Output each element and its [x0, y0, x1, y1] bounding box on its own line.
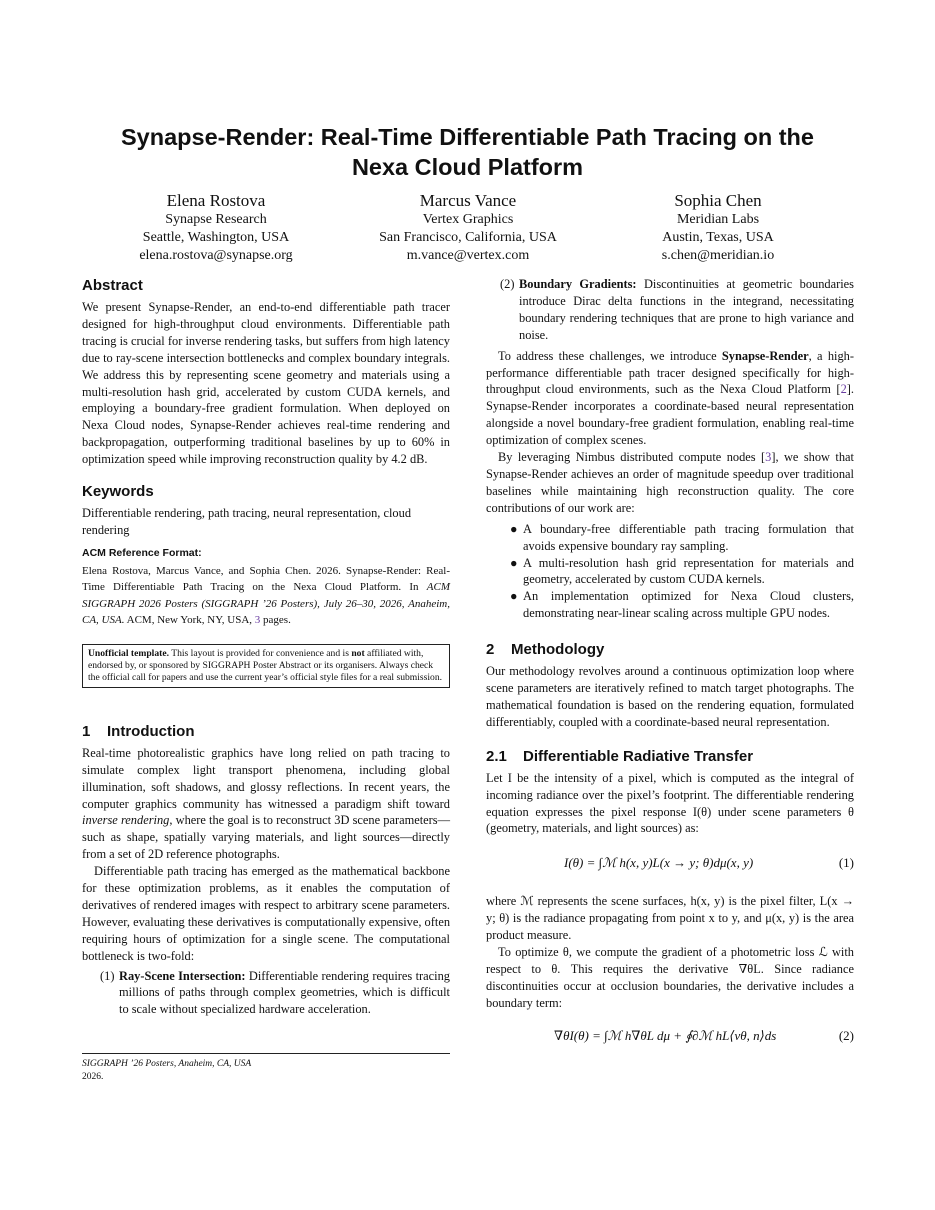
challenge-list	[82, 968, 450, 1019]
paper-title	[82, 122, 853, 182]
methodology-heading: 2 Methodology	[486, 641, 605, 659]
subsection-paragraph-2: where ℳ represents the scene surfaces, h(x, y) is the pixel filter, L(x → y; θ) is the radiance propagating from point x to y, and μ(x, y) is the area product measure.	[486, 894, 854, 943]
equation-body: ∇θI(θ) = ∫ℳ h∇θL dμ + ∮∂ℳ hL⟨vθ, n⟩ds	[554, 1027, 777, 1043]
author-name: Elena Rostova	[166, 191, 266, 210]
footer-year: 2026.	[82, 1071, 104, 1082]
author-location: San Francisco, California, USA	[379, 230, 557, 245]
abstract-heading: Abstract	[82, 277, 143, 294]
subsection-heading: 2.1 Differentiable Radiative Transfer	[486, 747, 754, 765]
author-org: Synapse Research	[165, 212, 267, 227]
keywords-heading: Keywords	[82, 483, 154, 501]
intro-paragraph-1: Real-time photorealistic graphics have long relied on path tracing to simulate complex light transport phenomena, including global illumination, soft shadows, and glossy reflections. In recent years, the computer graphics community has witnessed a paradigm shift toward inverse rendering, where the goal is to reconstruct 3D scene parameters—such as shape, spatially varying materials, and light sources—directly from a set of 2D reference photographs.	[82, 745, 450, 862]
acm-venue: ACM SIGGRAPH 2026 Posters (SIGGRAPH ’26 Posters), July 26–30, 2026, Anaheim, CA, USA.	[82, 581, 450, 627]
acm-pages-link[interactable]: 3	[254, 614, 261, 627]
right-column	[486, 276, 854, 1058]
title-line-2: Nexa Cloud Platform	[351, 154, 584, 180]
intro-heading: 1 Introduction	[82, 722, 195, 740]
author-block-2	[358, 190, 578, 265]
list-item: (1) Ray-Scene Intersection: Differentiable rendering requires tracing millions of paths through complex geometries, which is difficult to scale without specialized hardware acceleration.	[100, 968, 450, 1017]
challenge-list-continued	[482, 276, 854, 344]
subsection-paragraph-3: To optimize θ, we compute the gradient of a photometric loss ℒ with respect to θ. This requires the derivative ∇θL. Since radiance discontinuities occur at occlusion boundaries, the derivative includes a boundary term:	[486, 945, 854, 1010]
equation-number: (1)	[838, 855, 854, 871]
page-footer	[82, 1053, 450, 1083]
left-column	[82, 276, 450, 1018]
acm-reference-text: Elena Rostova, Marcus Vance, and Sophia Chen. 2026. Synapse-Render: Real-Time Differentiable Path Tracing on the Nexa Cloud Platform. In ACM SIGGRAPH 2026 Posters (SIGGRAPH ’26 Posters), July 26–30, 2026, Anaheim, CA, USA. ACM, New York, NY, USA, 3 pages.	[82, 564, 450, 627]
contributions-list	[486, 521, 854, 622]
abstract-text: We present Synapse-Render, an end-to-end differentiable path tracer designed for high-throughput cloud environments. Differentiable path tracing is crucial for inverse rendering tasks, but suffers from high latency due to ray-scene intersection bottlenecks and complex boundary integrals. We address this by representing scene geometry and materials using a multi-resolution hash grid, accelerated by custom CUDA kernels, and employing a boundary-free gradient formulation. When deployed on Nexa Cloud nodes, Synapse-Render achieves real-time rendering and backpropagation, outperforming traditional baselines by up to 60% in optimization speed while improving reconstruction quality by 4.2 dB.	[82, 300, 450, 467]
author-org: Meridian Labs	[676, 212, 760, 227]
keywords-text: Differentiable rendering, path tracing, neural representation, cloud rendering	[82, 506, 412, 537]
list-item: ● An implementation optimized for Nexa Cloud clusters, demonstrating near-linear scaling across multiple GPU nodes.	[510, 589, 854, 621]
author-name: Sophia Chen	[674, 191, 762, 210]
list-item: (2) Boundary Gradients: Discontinuities at geometric boundaries introduce Dirac delta functions in the integrand, necessitating boundary rendering techniques that are prone to high variance and noise.	[500, 277, 854, 342]
subsection-paragraph-1: Let I be the intensity of a pixel, which is computed as the integral of incoming radiance over the pixel’s footprint. The differentiable rendering equation expresses the pixel response I(θ) under scene parameters θ (geometry, materials, and light sources) as:	[486, 770, 854, 836]
list-item: ● A multi-resolution hash grid representation for materials and geometry, accelerated by custom CUDA kernels.	[510, 555, 854, 587]
author-location: Seattle, Washington, USA	[142, 230, 290, 245]
acm-reference-heading: ACM Reference Format:	[82, 546, 202, 559]
methodology-paragraph: Our methodology revolves around a continuous optimization loop where scene parameters are iteratively refined to match target photographs. The mathematical foundation is based on the rendering equation, formulated differentiably, coupled with a coordinate-based neural representation.	[486, 664, 854, 729]
citation-link[interactable]: 2	[840, 382, 847, 397]
author-email[interactable]: elena.rostova@synapse.org	[139, 248, 293, 263]
equation-number: (2)	[838, 1027, 854, 1043]
author-name: Marcus Vance	[419, 191, 517, 210]
title-line-1: Synapse-Render: Real-Time Differentiable Path Tracing on the	[121, 124, 814, 150]
equation-1	[486, 847, 854, 885]
author-location: Austin, Texas, USA	[662, 230, 774, 245]
author-block-1	[116, 190, 316, 265]
author-org: Vertex Graphics	[422, 212, 514, 227]
list-item: ● A boundary-free differentiable path tracing formulation that avoids expensive boundary ray sampling.	[510, 521, 854, 553]
unofficial-template-notice: Unofficial template. This layout is provided for convenience and is not affiliated with, endorsed by, or sponsored by SIGGRAPH Poster Abstract or its organisers. Always check the official call for papers and use the current year’s official style files for a real submission.	[82, 644, 450, 688]
equation-body: I(θ) = ∫ℳ h(x, y)L(x → y; θ)dμ(x, y)	[564, 855, 754, 871]
intro-paragraph-3: To address these challenges, we introduce Synapse-Render, a high-performance differentiable path tracer designed specifically for high-throughput cloud environments, such as the Nexa Cloud Platform [2]. Synapse-Render incorporates a coordinate-based neural representation alongside a novel boundary-free gradient formulation, enabling real-time optimization of complex scenes.	[486, 348, 854, 448]
intro-paragraph-2: Differentiable path tracing has emerged as the mathematical backbone for these optimization problems, as it enables the computation of derivatives of rendered images with respect to arbitrary scene parameters. However, evaluating these derivatives is computationally expensive, often requiring hours of optimization for a single scene. The computational bottleneck is two-fold:	[82, 864, 451, 963]
author-email[interactable]: m.vance@vertex.com	[406, 248, 530, 263]
author-block-3	[618, 190, 818, 265]
equation-2	[486, 1020, 854, 1058]
author-email[interactable]: s.chen@meridian.io	[661, 248, 775, 263]
footer-venue: SIGGRAPH ’26 Posters, Anaheim, CA, USA	[82, 1059, 252, 1069]
intro-paragraph-4: By leveraging Nimbus distributed compute nodes [3], we show that Synapse-Render achieves an order of magnitude speedup over traditional baselines while maintaining high reconstruction quality. The core contributions of our work are:	[486, 450, 854, 515]
citation-link[interactable]: 3	[765, 450, 772, 465]
